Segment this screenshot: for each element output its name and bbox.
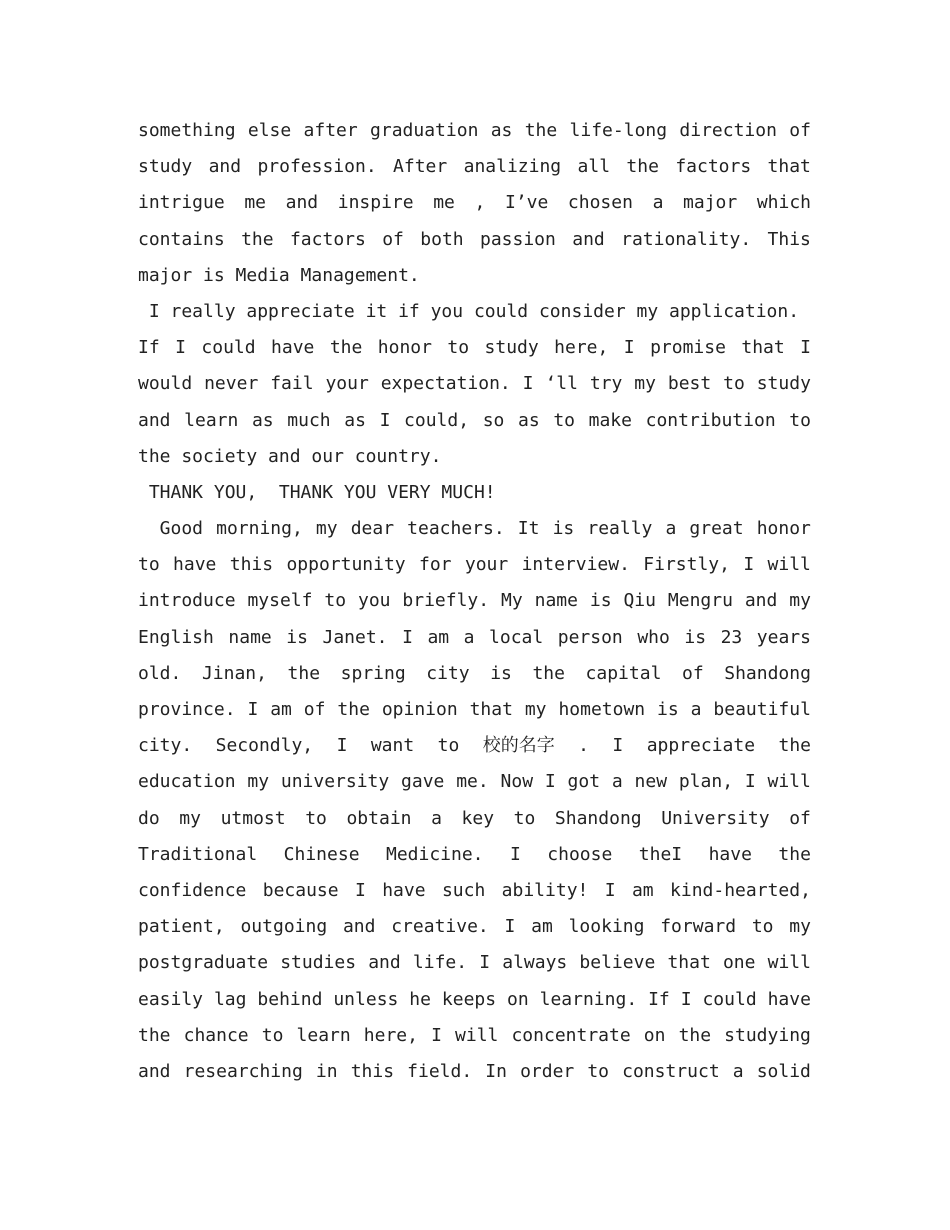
- document-line: postgraduate studies and life. I always believe that one will: [138, 952, 811, 974]
- document-line: intrigue me and inspire me , I’ve chosen a major which: [138, 192, 811, 214]
- document-line: major is Media Management.: [138, 264, 420, 286]
- document-line: to have this opportunity for your interview. Firstly, I will: [138, 554, 811, 576]
- document-body-text: [138, 113, 811, 1090]
- document-line: and researching in this field. In order to construct a solid: [138, 1060, 811, 1082]
- document-line: introduce myself to you briefly. My name is Qiu Mengru and my: [138, 590, 811, 612]
- document-line: would never fail your expectation. I ‘ll try my best to study: [138, 373, 811, 395]
- document-line: something else after graduation as the life-long direction of: [138, 120, 811, 141]
- document-line: province. I am of the opinion that my hometown is a beautiful: [138, 699, 811, 720]
- document-line: city. Secondly, I want to 校的名字 . I appreciate the: [138, 735, 811, 757]
- document-line: Traditional Chinese Medicine. I choose theI have the: [138, 843, 811, 865]
- document-line: patient, outgoing and creative. I am looking forward to my: [138, 916, 811, 938]
- document-line: do my utmost to obtain a key to Shandong University of: [138, 807, 811, 829]
- document-line: education my university gave me. Now I got a new plan, I will: [138, 771, 811, 793]
- document-line: contains the factors of both passion and rationality. This: [138, 228, 811, 250]
- document-line: study and profession. After analizing all the factors that: [138, 156, 811, 178]
- document-line: Good morning, my dear teachers. It is really a great honor: [138, 518, 811, 540]
- document-line: old. Jinan, the spring city is the capital of Shandong: [138, 662, 811, 684]
- document-line: easily lag behind unless he keeps on learning. If I could have: [138, 988, 811, 1010]
- document-line: and learn as much as I could, so as to make contribution to: [138, 409, 811, 431]
- document-line: the society and our country.: [138, 445, 442, 467]
- document-line: English name is Janet. I am a local person who is 23 years: [138, 626, 811, 648]
- document-line: THANK YOU, THANK YOU VERY MUCH!: [138, 481, 496, 503]
- document-line: If I could have the honor to study here, I promise that I: [138, 337, 811, 359]
- document-line: the chance to learn here, I will concentrate on the studying: [138, 1024, 811, 1046]
- document-line: I really appreciate it if you could consider my application.: [138, 300, 800, 322]
- document-line: confidence because I have such ability! I am kind-hearted,: [138, 879, 811, 901]
